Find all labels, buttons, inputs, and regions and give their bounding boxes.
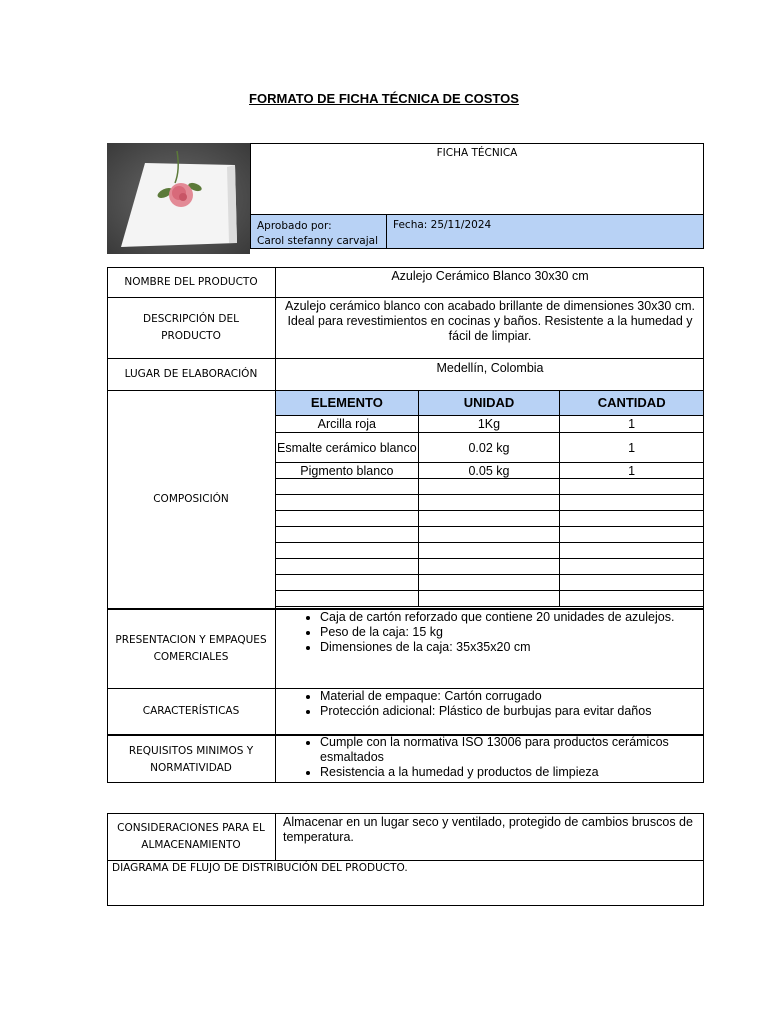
table-row <box>276 416 704 433</box>
tile-rose-image <box>107 143 250 254</box>
date-field: Fecha: 25/11/2024 <box>393 219 492 231</box>
list-item: • Protección adicional: Plástico de burbujas para evitar daños <box>320 704 704 719</box>
table-row-empty <box>276 559 704 575</box>
composition-header-row <box>276 391 704 416</box>
approved-name: Carol stefanny carvajal <box>257 235 379 247</box>
composition-cell: 1 <box>560 433 704 463</box>
packaging-label: PRESENTACION Y EMPAQUES COMERCIALES <box>115 634 267 663</box>
place-value: Medellín, Colombia <box>436 361 544 375</box>
list-item: • Caja de cartón reforzado que contiene 20 unidades de azulejos. <box>320 610 704 625</box>
composition-cell: 1 <box>560 416 704 433</box>
composition-header-quantity: CANTIDAD <box>560 391 704 416</box>
composition-cell: 0.05 kg <box>418 463 560 479</box>
description-label: DESCRIPCIÓN DEL PRODUCTO <box>143 313 239 342</box>
composition-cell: 1Kg <box>418 416 560 433</box>
table-row-empty <box>276 479 704 495</box>
place-label: LUGAR DE ELABORACIÓN <box>124 368 258 380</box>
table-row <box>276 433 704 463</box>
table-row <box>276 463 704 479</box>
product-name-value: Azulejo Cerámico Blanco 30x30 cm <box>391 269 589 283</box>
table-row-empty <box>276 575 704 591</box>
requirements-list <box>276 735 704 780</box>
characteristics-list <box>276 689 704 719</box>
composition-table <box>275 390 704 607</box>
product-photo <box>107 143 250 254</box>
composition-cell: 1 <box>560 463 704 479</box>
list-item: • Material de empaque: Cartón corrugado <box>320 689 704 704</box>
storage-label: CONSIDERACIONES PARA EL ALMACENAMIENTO <box>117 822 265 851</box>
composition-cell: Esmalte cerámico blanco <box>276 433 419 463</box>
composition-header-element: ELEMENTO <box>276 391 419 416</box>
description-value: Azulejo cerámico blanco con acabado brillante de dimensiones 30x30 cm. Ideal para revestimientos en cocinas y baños. Resistente a la humedad y fácil de limpiar. <box>285 299 695 343</box>
characteristics-label: CARACTERÍSTICAS <box>142 705 240 717</box>
approved-label: Aprobado por: <box>257 220 332 232</box>
list-item: • Peso de la caja: 15 kg <box>320 625 704 640</box>
table-row-empty <box>276 511 704 527</box>
table-row-empty <box>276 543 704 559</box>
list-item: • Resistencia a la humedad y productos de limpieza <box>320 765 696 780</box>
requirements-label: REQUISITOS MINIMOS Y NORMATIVIDAD <box>128 744 254 774</box>
composition-header-unit: UNIDAD <box>418 391 560 416</box>
table-row-empty <box>276 527 704 543</box>
composition-cell: Arcilla roja <box>276 416 419 433</box>
composition-cell: 0.02 kg <box>418 433 560 463</box>
ficha-tecnica-label: FICHA TÉCNICA <box>436 147 518 159</box>
composition-cell: Pigmento blanco <box>276 463 419 479</box>
packaging-list <box>276 610 704 655</box>
list-item: • Cumple con la normativa ISO 13006 para productos cerámicos esmaltados <box>320 735 696 765</box>
list-item: • Dimensiones de la caja: 35x35x20 cm <box>320 640 704 655</box>
diagram-label: DIAGRAMA DE FLUJO DE DISTRIBUCIÓN DEL PRODUCTO. <box>112 862 408 874</box>
table-row-empty <box>276 591 704 607</box>
document-title: FORMATO DE FICHA TÉCNICA DE COSTOS <box>249 91 519 106</box>
table-row-empty <box>276 495 704 511</box>
product-name-label: NOMBRE DEL PRODUCTO <box>124 276 258 288</box>
composition-label: COMPOSICIÓN <box>153 493 229 505</box>
storage-value: Almacenar en un lugar seco y ventilado, protegido de cambios bruscos de temperatura. <box>283 815 693 844</box>
approved-by <box>257 219 378 249</box>
